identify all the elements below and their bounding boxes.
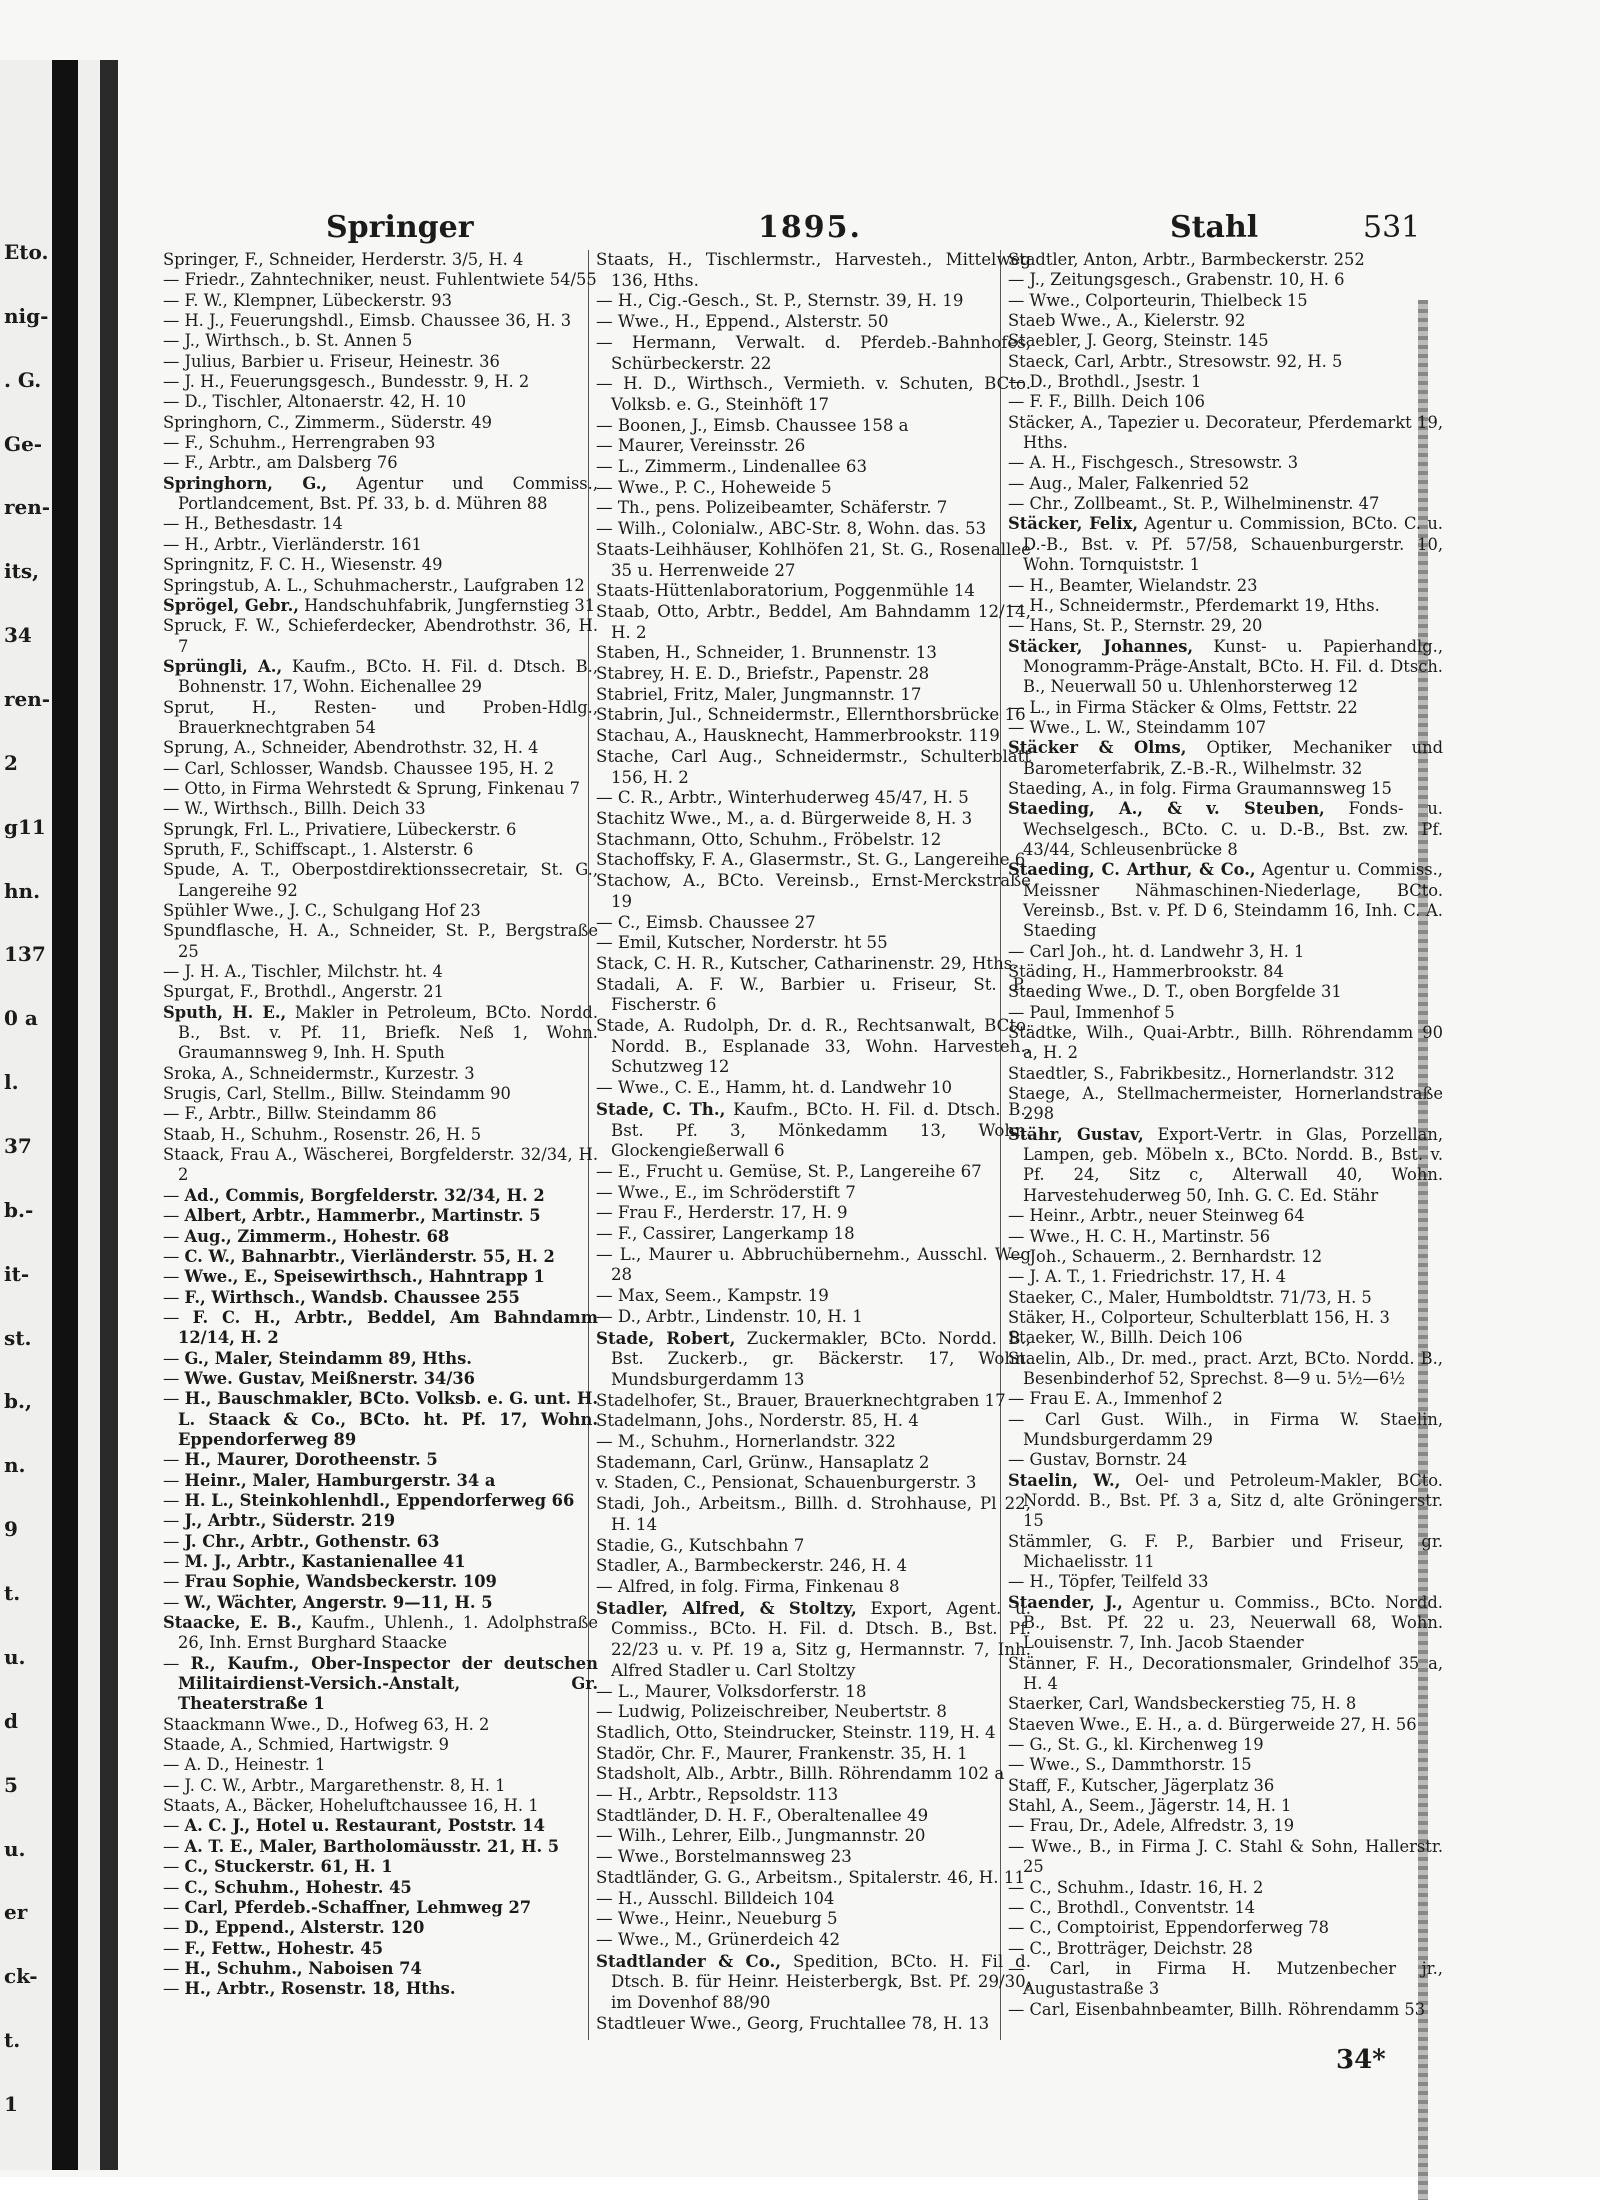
left-page-fragment: b.,: [4, 1389, 32, 1414]
left-page-fragment: ren-: [4, 687, 51, 712]
directory-entry: Staeven Wwe., E. H., a. d. Bürgerweide 27, H. 56: [1008, 1714, 1417, 1734]
directory-entry: — Ludwig, Polizeischreiber, Neubertstr. 8: [596, 1702, 947, 1722]
directory-entry: Staab, H., Schuhm., Rosenstr. 26, H. 5: [163, 1124, 482, 1144]
directory-entry: — H., Schneidermstr., Pferdemarkt 19, Hths.: [1008, 595, 1380, 615]
directory-entry: — H. D., Wirthsch., Vermieth. v. Schuten, BCto. Volksb. e. G., Steinhöft 17: [596, 374, 1031, 414]
binding-shadow: [52, 60, 78, 2170]
directory-entry: — F., Fettw., Hohestr. 45: [163, 1938, 384, 1958]
directory-entry: Stäcker, Felix, Agentur u. Commission, BCto. C. u. D.-B., Bst. v. Pf. 57/58, Schauenburgerstr. 10, Wohn. Tornquiststr. 1: [1008, 514, 1443, 575]
directory-entry: — H., Arbtr., Repsoldstr. 113: [596, 1785, 839, 1805]
directory-entry: — F., Schuhm., Herrengraben 93: [163, 433, 436, 453]
directory-entry: — J., Zeitungsgesch., Grabenstr. 10, H. 6: [1008, 270, 1345, 290]
left-page-fragment: 34: [4, 623, 32, 648]
directory-entry: — J., Wirthsch., b. St. Annen 5: [163, 331, 413, 351]
directory-entry: Stahl, A., Seem., Jägerstr. 14, H. 1: [1008, 1796, 1292, 1816]
directory-entry: Staab, Otto, Arbtr., Beddel, Am Bahndamm 12/14, H. 2: [596, 601, 1031, 642]
directory-entry: — C., Schuhm., Idastr. 16, H. 2: [1008, 1877, 1264, 1897]
directory-entry: Sprüngli, A., Kaufm., BCto. H. Fil. d. Dtsch. B., Bohnenstr. 17, Wohn. Eichenallee 29: [163, 656, 598, 697]
directory-entry: Stadelhofer, St., Brauer, Brauerknechtgraben 17: [596, 1390, 1006, 1410]
directory-entry: Stade, C. Th., Kaufm., BCto. H. Fil. d. Dtsch. B., Bst. Pf. 3, Mönkedamm 13, Wohn. Glockengießerwall 6: [596, 1098, 1031, 1161]
directory-entry: — Frau Sophie, Wandsbeckerstr. 109: [163, 1572, 497, 1592]
directory-entry: — C., Brothdl., Conventstr. 14: [1008, 1897, 1256, 1917]
running-head-right: Stahl: [1170, 210, 1259, 245]
directory-entry: — Wwe., C. E., Hamm, ht. d. Landwehr 10: [596, 1078, 953, 1098]
directory-entry: — J. H., Feuerungsgesch., Bundesstr. 9, H. 2: [163, 372, 530, 392]
directory-entry: — A. T. E., Maler, Bartholomäusstr. 21, H. 5: [163, 1836, 560, 1856]
directory-entry: — Th., pens. Polizeibeamter, Schäferstr. 7: [596, 498, 948, 518]
directory-entry: — F. W., Klempner, Lübeckerstr. 93: [163, 290, 453, 310]
directory-entry: — D., Tischler, Altonaerstr. 42, H. 10: [163, 392, 467, 412]
directory-entry: Staedtler, S., Fabrikbesitz., Hornerlandstr. 312: [1008, 1063, 1395, 1083]
directory-entry: Staats-Hüttenlaboratorium, Poggenmühle 14: [596, 581, 975, 601]
directory-entry: Stadi, Joh., Arbeitsm., Billh. d. Strohhause, Pl 22, H. 14: [596, 1494, 1031, 1534]
left-page-fragment: ren-: [4, 495, 51, 520]
directory-entry: — F. F., Billh. Deich 106: [1008, 392, 1206, 412]
directory-entry: — H., Arbtr., Rosenstr. 18, Hths.: [163, 1979, 456, 1999]
directory-entry: — Wwe., Heinr., Neueburg 5: [596, 1909, 838, 1929]
directory-entry: — F., Arbtr., am Dalsberg 76: [163, 453, 398, 473]
directory-entry: — H., Cig.-Gesch., St. P., Sternstr. 39, H. 19: [596, 291, 964, 311]
directory-entry: — D., Eppend., Alsterstr. 120: [163, 1918, 425, 1938]
directory-column-2: [596, 250, 1031, 2034]
directory-entry: — H., Arbtr., Vierländerstr. 161: [163, 534, 422, 554]
directory-entry: Springer, F., Schneider, Herderstr. 3/5, H. 4: [163, 250, 524, 269]
directory-entry: — H., Maurer, Dorotheenstr. 5: [163, 1450, 438, 1470]
directory-entry: Stade, Robert, Zuckermakler, BCto. Nordd. B., Bst. Zuckerb., gr. Bäckerstr. 17, Wohn. Mundsburgerdamm 13: [596, 1327, 1031, 1389]
directory-entry: — L., in Firma Stäcker & Olms, Fettstr. 22: [1008, 697, 1358, 717]
directory-entry: Sprögel, Gebr., Handschuhfabrik, Jungfernstieg 31: [163, 595, 596, 615]
directory-entry: — Frau F., Herderstr. 17, H. 9: [596, 1203, 848, 1223]
directory-entry: Städtke, Wilh., Quai-Arbtr., Billh. Röhrendamm 90 a, H. 2: [1008, 1023, 1443, 1063]
directory-entry: — Maurer, Vereinsstr. 26: [596, 436, 806, 456]
directory-entry: — Wwe., E., Speisewirthsch., Hahntrapp 1: [163, 1267, 545, 1287]
directory-entry: — H. L., Steinkohlenhdl., Eppendorferweg 66: [163, 1490, 575, 1510]
directory-entry: — C., Stuckerstr. 61, H. 1: [163, 1857, 393, 1877]
directory-entry: Stache, Carl Aug., Schneidermstr., Schulterblatt 156, H. 2: [596, 746, 1031, 787]
directory-entry: — Wwe., L. W., Steindamm 107: [1008, 717, 1267, 737]
directory-entry: — M. J., Arbtr., Kastanienallee 41: [163, 1552, 466, 1571]
left-page-fragment: er: [4, 1900, 28, 1925]
directory-entry: — Wwe., H., Eppend., Alsterstr. 50: [596, 312, 889, 332]
left-page-fragment: its,: [4, 559, 40, 584]
directory-entry: — D., Arbtr., Lindenstr. 10, H. 1: [596, 1306, 863, 1326]
directory-entry: Staeding, A., & v. Steuben, Fonds- u. Wechselgesch., BCto. C. u. D.-B., Bst. zw. Pf. 43/44, Schleusenbrücke 8: [1008, 799, 1443, 859]
directory-entry: — H., Beamter, Wielandstr. 23: [1008, 575, 1258, 595]
directory-entry: Staeker, W., Billh. Deich 106: [1008, 1328, 1243, 1348]
directory-entry: Stabriel, Fritz, Maler, Jungmannstr. 17: [596, 684, 922, 704]
directory-entry: — Heinr., Arbtr., neuer Steinweg 64: [1008, 1206, 1305, 1226]
directory-entry: Stadie, G., Kutschbahn 7: [596, 1535, 805, 1555]
directory-entry: — Hans, St. P., Sternstr. 29, 20: [1008, 616, 1263, 636]
directory-entry: — M., Schuhm., Hornerlandstr. 322: [596, 1432, 896, 1452]
left-page-fragment: g11: [4, 814, 46, 839]
directory-entry: — H., Schuhm., Naboisen 74: [163, 1958, 422, 1978]
directory-entry: Stadtler, Anton, Arbtr., Barmbeckerstr. 252: [1008, 250, 1365, 269]
running-head-left: Springer: [326, 210, 474, 245]
directory-page: [118, 150, 1498, 2150]
directory-entry: — Wilh., Colonialw., ABC-Str. 8, Wohn. das. 53: [596, 519, 987, 539]
directory-entry: — D., Brothdl., Jsestr. 1: [1008, 372, 1202, 392]
directory-entry: Stähr, Gustav, Export-Vertr. in Glas, Porzellan, Lampen, geb. Möbeln x., BCto. Nordd. B., Bst. v. Pf. 24, Sitz c, Alterwall 40, Wohn. Harvestehuderweg 50, Inh. G. C. Ed. Stähr: [1008, 1124, 1443, 1205]
directory-entry: Stabrin, Jul., Schneidermstr., Ellernthorsbrücke 16: [596, 705, 1026, 725]
directory-entry: — Carl Joh., ht. d. Landwehr 3, H. 1: [1008, 941, 1305, 961]
directory-entry: — C., Brotträger, Deichstr. 28: [1008, 1938, 1253, 1958]
directory-entry: Staack, Frau A., Wäscherei, Borgfelderstr. 32/34, H. 2: [163, 1145, 598, 1185]
left-page-fragment: 0 a: [4, 1006, 38, 1031]
directory-entry: — Wwe., M., Grünerdeich 42: [596, 1929, 841, 1949]
directory-column-3: [1008, 250, 1443, 2020]
directory-entry: Staelin, W., Oel- und Petroleum-Makler, BCto. Nordd. B., Bst. Pf. 3 a, Sitz d, alte Gröningerstr. 15: [1008, 1470, 1443, 1531]
directory-entry: — J., Arbtr., Süderstr. 219: [163, 1511, 396, 1531]
directory-entry: Stack, C. H. R., Kutscher, Catharinenstr. 29, Hths.: [596, 953, 1018, 973]
left-page-fragment: 2: [4, 750, 18, 775]
directory-entry: — L., Maurer u. Abbruchübernehm., Ausschl. Weg 28: [596, 1244, 1031, 1285]
directory-entry: Spruck, F. W., Schieferdecker, Abendrothstr. 36, H. 7: [163, 616, 598, 656]
directory-entry: — C. R., Arbtr., Winterhuderweg 45/47, H. 5: [596, 788, 969, 808]
directory-entry: — G., St. G., kl. Kirchenweg 19: [1008, 1735, 1264, 1755]
directory-entry: — L., Zimmerm., Lindenallee 63: [596, 457, 868, 477]
directory-entry: Stäcker & Olms, Optiker, Mechaniker und Barometerfabrik, Z.-B.-R., Wilhelmstr. 32: [1008, 738, 1443, 778]
directory-entry: — Aug., Maler, Falkenried 52: [1008, 473, 1250, 493]
directory-entry: — Carl, in Firma H. Mutzenbecher jr., Augustastraße 3: [1008, 1958, 1443, 1999]
directory-entry: Stäcker, A., Tapezier u. Decorateur, Pferdemarkt 19, Hths.: [1008, 412, 1443, 453]
directory-entry: Staff, F., Kutscher, Jägerplatz 36: [1008, 1775, 1275, 1795]
directory-entry: Staacke, E. B., Kaufm., Uhlenh., 1. Adolphstraße 26, Inh. Ernst Burghard Staacke: [163, 1613, 598, 1653]
directory-entry: — E., Frucht u. Gemüse, St. P., Langereihe 67: [596, 1161, 982, 1181]
left-page-fragment: 37: [4, 1134, 32, 1159]
directory-entry: Stadler, Alfred, & Stoltzy, Export, Agent. u. Commiss., BCto. H. Fil. d. Dtsch. B., Bst. Pf. 22/23 u. v. Pf. 19 a, Sitz g, Hermannstr. 7, Inh. Alfred Stadler u. Carl Stoltzy: [596, 1597, 1031, 1680]
directory-entry: — Wwe., P. C., Hoheweide 5: [596, 477, 832, 497]
directory-entry: — Paul, Immenhof 5: [1008, 1002, 1175, 1022]
directory-entry: — H., Bethesdastr. 14: [163, 514, 343, 534]
directory-entry: — Gustav, Bornstr. 24: [1008, 1450, 1188, 1470]
directory-entry: — Albert, Arbtr., Hammerbr., Martinstr. 5: [163, 1206, 541, 1226]
directory-entry: Staender, J., Agentur u. Commiss., BCto. Nordd. B., Bst. Pf. 22 u. 23, Neuerwall 68, Wohn. Louisenstr. 7, Inh. Jacob Staender: [1008, 1592, 1443, 1653]
left-page-fragment: 1: [4, 2091, 18, 2116]
directory-entry: — F., Arbtr., Billw. Steindamm 86: [163, 1104, 437, 1124]
left-page-fragment: . G.: [4, 367, 42, 392]
directory-entry: Stänner, F. H., Decorationsmaler, Grindelhof 35 a, H. 4: [1008, 1653, 1443, 1694]
directory-entry: — R., Kaufm., Ober-Inspector der deutschen Militairdienst-Versich.-Anstalt, Gr. Theaterstraße 1: [163, 1653, 598, 1714]
left-page-fragment: t.: [4, 1581, 21, 1606]
directory-entry: — C., Eimsb. Chaussee 27: [596, 912, 816, 932]
directory-entry: — Alfred, in folg. Firma, Finkenau 8: [596, 1577, 900, 1596]
left-page-fragment: d: [4, 1708, 18, 1733]
directory-entry: — Emil, Kutscher, Norderstr. ht 55: [596, 933, 888, 953]
page-number: 531: [1363, 210, 1421, 245]
directory-entry: Stadtlander & Co., Spedition, BCto. H. Fil d. Dtsch. B. für Heinr. Heisterbergk, Bst. Pf. 29/30, im Dovenhof 88/90: [596, 1950, 1031, 2013]
directory-entry: — C., Comptoirist, Eppendorferweg 78: [1008, 1918, 1329, 1938]
directory-entry: Springstub, A. L., Schuhmacherstr., Laufgraben 12: [163, 575, 585, 595]
directory-entry: — F., Cassirer, Langerkamp 18: [596, 1224, 855, 1244]
directory-entry: Stadtländer, D. H. F., Oberaltenallee 49: [596, 1805, 929, 1825]
left-page-fragment: b.-: [4, 1197, 34, 1222]
directory-entry: Staebler, J. Georg, Steinstr. 145: [1008, 331, 1269, 351]
left-page-fragment: nig-: [4, 303, 49, 328]
left-page-fragment: hn.: [4, 878, 41, 903]
directory-entry: Stadtländer, G. G., Arbeitsm., Spitalerstr. 46, H. 11: [596, 1867, 1025, 1887]
left-page-fragment: u.: [4, 1836, 26, 1861]
directory-entry: Stadtleuer Wwe., Georg, Fruchtallee 78, H. 13: [596, 2013, 990, 2033]
directory-entry: — Carl, Pferdeb.-Schaffner, Lehmweg 27: [163, 1897, 532, 1917]
directory-entry: Stadör, Chr. F., Maurer, Frankenstr. 35, H. 1: [596, 1743, 968, 1763]
directory-entry: — Ad., Commis, Borgfelderstr. 32/34, H. 2: [163, 1185, 545, 1205]
directory-entry: Stadler, A., Barmbeckerstr. 246, H. 4: [596, 1556, 908, 1576]
directory-entry: — H., Ausschl. Billdeich 104: [596, 1888, 835, 1908]
directory-entry: Stäcker, Johannes, Kunst- u. Papierhandlg., Monogramm-Präge-Anstalt, BCto. H. Fil. d. Dtsch. B., Neuerwall 50 u. Uhlenhorsterweg 12: [1008, 636, 1443, 697]
directory-entry: — A. H., Fischgesch., Stresowstr. 3: [1008, 453, 1299, 473]
directory-entry: — G., Maler, Steindamm 89, Hths.: [163, 1348, 472, 1368]
left-page-fragment: Eto.: [4, 240, 49, 264]
directory-entry: Stabrey, H. E. D., Briefstr., Papenstr. 28: [596, 664, 930, 684]
directory-entry: Staats, H., Tischlermstr., Harvesteh., Mittelweg 136, Hths.: [596, 250, 1031, 290]
directory-entry: Staeding, A., in folg. Firma Graumannsweg 15: [1008, 778, 1392, 798]
left-page-fragment: n.: [4, 1453, 26, 1478]
directory-entry: — Wwe. Gustav, Meißnerstr. 34/36: [163, 1368, 475, 1388]
directory-entry: Staelin, Alb., Dr. med., pract. Arzt, BCto. Nordd. B., Besenbinderhof 52, Sprechst. 8—9 u. 5½—6½: [1008, 1348, 1443, 1388]
directory-entry: — Wwe., B., in Firma J. C. Stahl & Sohn, Hallerstr. 25: [1008, 1836, 1443, 1877]
directory-entry: — A. C. J., Hotel u. Restaurant, Poststr. 14: [163, 1816, 545, 1836]
directory-entry: — Friedr., Zahntechniker, neust. Fuhlentwiete 54/55: [163, 270, 597, 290]
directory-entry: Staeding, C. Arthur, & Co., Agentur u. Commiss., Meissner Nähmaschinen-Niederlage, BCto. Vereinsb., Bst. v. Pf. D 6, Steindamm 16, Inh. C. A. Staeding: [1008, 860, 1443, 941]
directory-entry: — F., Wirthsch., Wandsb. Chaussee 255: [163, 1287, 520, 1307]
directory-entry: Stadlich, Otto, Steindrucker, Steinstr. 119, H. 4: [596, 1722, 996, 1742]
directory-entry: Stadali, A. F. W., Barbier u. Friseur, St. P., Fischerstr. 6: [596, 974, 1031, 1015]
directory-entry: Stachitz Wwe., M., a. d. Bürgerweide 8, H. 3: [596, 808, 973, 828]
directory-entry: — Wwe., H. C. H., Martinstr. 56: [1008, 1226, 1271, 1246]
left-page-fragment: st.: [4, 1325, 32, 1350]
signature-mark: 34*: [1336, 2045, 1386, 2075]
directory-entry: v. Staden, C., Pensionat, Schauenburgerstr. 3: [596, 1473, 977, 1493]
directory-entry: Stämmler, G. F. P., Barbier und Friseur, gr. Michaelisstr. 11: [1008, 1531, 1443, 1571]
directory-entry: Stademann, Carl, Grünw., Hansaplatz 2: [596, 1452, 930, 1472]
directory-entry: — W., Wirthsch., Billh. Deich 33: [163, 799, 426, 819]
directory-entry: Stadelmann, Johs., Norderstr. 85, H. 4: [596, 1411, 919, 1431]
left-page-fragment: 137: [4, 942, 46, 967]
directory-entry: Stachmann, Otto, Schuhm., Fröbelstr. 12: [596, 829, 942, 849]
directory-entry: Staats-Leihhäuser, Kohlhöfen 21, St. G., Rosenallee 35 u. Herrenweide 27: [596, 539, 1031, 580]
directory-entry: Sroka, A., Schneidermstr., Kurzestr. 3: [163, 1063, 475, 1083]
directory-entry: Staeck, Carl, Arbtr., Stresowstr. 92, H. 5: [1008, 351, 1343, 371]
directory-entry: Srugis, Carl, Stellm., Billw. Steindamm 90: [163, 1084, 511, 1104]
directory-entry: Springhorn, G., Agentur und Commiss., Portlandcement, Bst. Pf. 33, b. d. Mühren 88: [163, 473, 598, 514]
directory-entry: — Otto, in Firma Wehrstedt & Sprung, Finkenau 7: [163, 778, 580, 798]
directory-entry: Staeb Wwe., A., Kielerstr. 92: [1008, 311, 1246, 331]
directory-entry: Stade, A. Rudolph, Dr. d. R., Rechtsanwalt, BCto. Nordd. B., Esplanade 33, Wohn. Harvesteh., Schutzweg 12: [596, 1016, 1031, 1077]
directory-entry: — Aug., Zimmerm., Hohestr. 68: [163, 1226, 450, 1246]
directory-entry: Sprut, H., Resten- und Proben-Hdlg., Brauerknechtgraben 54: [163, 697, 598, 737]
directory-entry: Stachau, A., Hausknecht, Hammerbrookstr. 119: [596, 726, 1000, 746]
directory-entry: — Chr., Zollbeamt., St. P., Wilhelminenstr. 47: [1008, 494, 1380, 514]
directory-entry: — W., Wächter, Angerstr. 9—11, H. 5: [163, 1592, 493, 1612]
directory-entry: Stachoffsky, F. A., Glasermstr., St. G., Langereihe 6: [596, 850, 1026, 870]
left-page-fragment: l.: [4, 1070, 19, 1095]
directory-entry: Springnitz, F. C. H., Wiesenstr. 49: [163, 555, 443, 575]
directory-entry: — J. H. A., Tischler, Milchstr. ht. 4: [163, 962, 443, 982]
directory-entry: Staerker, Carl, Wandsbeckerstieg 75, H. 8: [1008, 1694, 1357, 1714]
directory-entry: — J. Chr., Arbtr., Gothenstr. 63: [163, 1531, 440, 1551]
directory-entry: — Wwe., S., Dammthorstr. 15: [1008, 1755, 1252, 1775]
directory-entry: Spude, A. T., Oberpostdirektionssecretair, St. G., Langereihe 92: [163, 860, 598, 900]
directory-entry: Stadsholt, Alb., Arbtr., Billh. Röhrendamm 102 a: [596, 1764, 1005, 1784]
directory-entry: Sputh, H. E., Makler in Petroleum, BCto. Nordd. B., Bst. v. Pf. 11, Briefk. Neß 1, Wohn. Graumannsweg 9, Inh. H. Sputh: [163, 1002, 599, 1063]
directory-entry: — A. D., Heinestr. 1: [163, 1755, 326, 1775]
directory-entry: — H. J., Feuerungshdl., Eimsb. Chaussee 36, H. 3: [163, 311, 572, 331]
directory-entry: Sprung, A., Schneider, Abendrothstr. 32, H. 4: [163, 738, 539, 758]
left-page-fragment: ck-: [4, 1964, 38, 1989]
directory-entry: — Joh., Schauerm., 2. Bernhardstr. 12: [1008, 1246, 1323, 1266]
directory-entry: — Carl, Schlosser, Wandsb. Chaussee 195, H. 2: [163, 758, 555, 778]
directory-entry: — H., Töpfer, Teilfeld 33: [1008, 1572, 1209, 1592]
directory-entry: — Heinr., Maler, Hamburgerstr. 34 a: [163, 1470, 496, 1490]
left-page-fragment: u.: [4, 1644, 26, 1669]
left-page-fragment: t.: [4, 2028, 21, 2053]
directory-entry: — Frau, Dr., Adele, Alfredstr. 3, 19: [1008, 1816, 1295, 1836]
directory-entry: — Boonen, J., Eimsb. Chaussee 158 a: [596, 415, 909, 435]
directory-entry: Staackmann Wwe., D., Hofweg 63, H. 2: [163, 1714, 490, 1734]
directory-entry: Staege, A., Stellmachermeister, Hornerlandstraße 298: [1008, 1084, 1443, 1124]
left-page-edge: [0, 60, 100, 2170]
directory-entry: Sprungk, Frl. L., Privatiere, Lübeckerstr. 6: [163, 819, 517, 839]
directory-entry: — C. W., Bahnarbtr., Vierländerstr. 55, H. 2: [163, 1246, 555, 1266]
directory-entry: Staeker, C., Maler, Humboldtstr. 71/73, H. 5: [1008, 1287, 1372, 1307]
directory-entry: Staade, A., Schmied, Hartwigstr. 9: [163, 1735, 450, 1755]
directory-entry: — J. A. T., 1. Friedrichstr. 17, H. 4: [1008, 1267, 1287, 1287]
directory-entry: — C., Schuhm., Hohestr. 45: [163, 1877, 412, 1897]
directory-entry: Spundflasche, H. A., Schneider, St. P., Bergstraße 25: [163, 921, 598, 961]
directory-entry: — Max, Seem., Kampstr. 19: [596, 1286, 829, 1306]
directory-entry: — Wwe., E., im Schröderstift 7: [596, 1182, 856, 1202]
directory-column-1: [163, 250, 598, 2000]
directory-entry: Spurgat, F., Brothdl., Angerstr. 21: [163, 982, 444, 1002]
directory-entry: Staats, A., Bäcker, Hoheluftchaussee 16, H. 1: [163, 1796, 539, 1816]
left-page-fragment: 9: [4, 1517, 18, 1542]
directory-entry: — Hermann, Verwalt. d. Pferdeb.-Bahnhofes, Schürbeckerstr. 22: [596, 332, 1031, 373]
directory-entry: Spruth, F., Schiffscapt., 1. Alsterstr. 6: [163, 839, 474, 859]
directory-entry: — Frau E. A., Immenhof 2: [1008, 1389, 1223, 1409]
directory-entry: — Wilh., Lehrer, Eilb., Jungmannstr. 20: [596, 1826, 926, 1846]
left-page-fragment: it-: [4, 1261, 30, 1286]
directory-entry: — Wwe., Colporteurin, Thielbeck 15: [1008, 290, 1308, 310]
directory-entry: — Carl Gust. Wilh., in Firma W. Staelin, Mundsburgerdamm 29: [1008, 1409, 1443, 1449]
directory-entry: — J. C. W., Arbtr., Margarethenstr. 8, H. 1: [163, 1775, 506, 1795]
directory-entry: Staeding Wwe., D. T., oben Borgfelde 31: [1008, 982, 1342, 1002]
directory-entry: Spühler Wwe., J. C., Schulgang Hof 23: [163, 901, 481, 920]
directory-entry: Stachow, A., BCto. Vereinsb., Ernst-Merckstraße 19: [596, 871, 1031, 911]
directory-entry: — Wwe., Borstelmannsweg 23: [596, 1847, 852, 1867]
directory-entry: — Carl, Eisenbahnbeamter, Billh. Röhrendamm 53: [1008, 1999, 1426, 2019]
page-gutter: [100, 60, 118, 2170]
left-page-fragment: 5: [4, 1772, 18, 1797]
directory-entry: Staben, H., Schneider, 1. Brunnenstr. 13: [596, 643, 937, 663]
left-page-fragment: Ge-: [4, 431, 43, 456]
directory-entry: Springhorn, C., Zimmerm., Süderstr. 49: [163, 412, 493, 432]
directory-entry: Städing, H., Hammerbrookstr. 84: [1008, 962, 1284, 982]
directory-entry: — L., Maurer, Volksdorferstr. 18: [596, 1681, 867, 1701]
directory-entry: Stäker, H., Colporteur, Schulterblatt 156, H. 3: [1008, 1307, 1390, 1327]
directory-entry: — F. C. H., Arbtr., Beddel, Am Bahndamm 12/14, H. 2: [163, 1307, 598, 1348]
running-head-year: 1895.: [758, 210, 862, 245]
directory-entry: — H., Bauschmakler, BCto. Volksb. e. G. unt. H. L. Staack & Co., BCto. ht. Pf. 17, Wohn. Eppendorferweg 89: [163, 1389, 598, 1449]
directory-entry: — Julius, Barbier u. Friseur, Heinestr. 36: [163, 351, 500, 371]
